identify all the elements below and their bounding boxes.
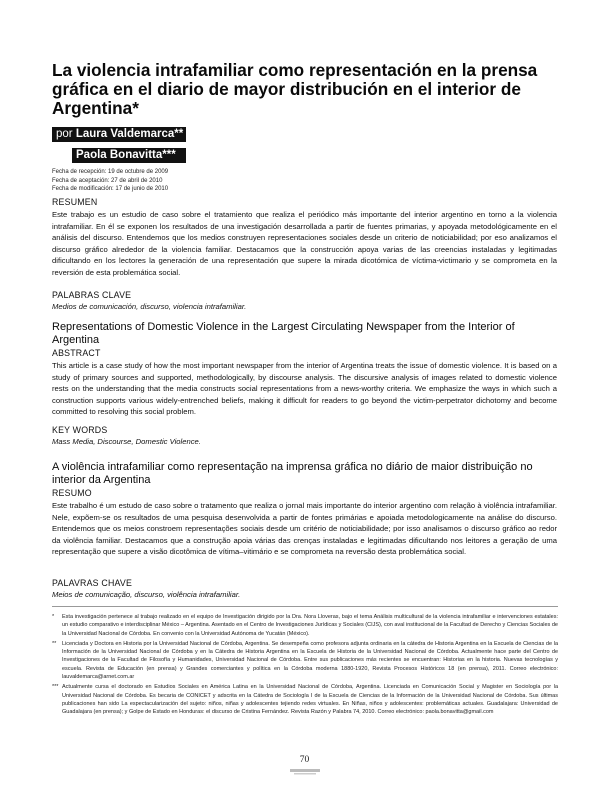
- author-name-2: Paola Bonavitta***: [76, 149, 176, 161]
- author-name-1: Laura Valdemarca**: [75, 128, 184, 140]
- date-received: Fecha de recepción: 19 de octubre de 2009: [52, 169, 169, 175]
- palabras-clave-heading: PALABRAS CLAVE: [52, 290, 132, 300]
- journal-logo-icon: [288, 768, 322, 776]
- footnote-marker: ***: [52, 684, 59, 691]
- author-bar-2: [72, 148, 186, 163]
- footnote-text: Esta investigación pertenece al trabajo realizado en el equipo de Investigación dirigido por la Dra. Nora Lloveras, bajo el tema Análisis multicultural de la violencia intrafamiliar e intervenciones estatales: un estudio comparativo e interdisciplinar México – Argentina. Asentado en el Centro de Investigaciones Jurídicas y Sociales (CIJS), con aval institucional de la Facultad de Derecho y Ciencias Sociales de la Universidad Nacional de Córdoba. En convenio con la Universidad Autónoma de Yucatán (México).: [62, 614, 558, 637]
- article-dates: [52, 168, 168, 194]
- author-bar-1: [52, 127, 186, 142]
- author-prefix: por: [56, 128, 73, 140]
- palavras-chave-heading: PALAVRAS CHAVE: [52, 578, 133, 588]
- footnote-3: [52, 683, 558, 716]
- footnotes: [52, 613, 558, 719]
- resumo-text: Este trabalho é um estudo de caso sobre o tratamento que realiza o jornal mais importante do interior argentino com relação à violência intrafamiliar. Nele, expõem-se os resultados de uma pesquisa desenvolvida a partir de fontes primárias e apoiada metodologicamente na análise do discurso. Entendemos que os meios constroem representações sociais desde um critério de noticiabilidade; por isso analisamos o discurso gráfico ao redor da violência familiar. Destacamos que a construção apoia várias das crenças instaladas e legitimadas dificultando nos leitores a geração de uma representação que supere a visão dicotômica de vítima–vitimário e se comprometa na reversão desta problemática social.: [52, 501, 557, 556]
- date-accepted: Fecha de aceptación: 27 de abril de 2010: [52, 177, 163, 184]
- key-words: Mass Media, Discourse, Domestic Violence.: [52, 437, 201, 446]
- footnote-marker: *: [52, 614, 55, 620]
- resumen-heading: RESUMEN: [52, 197, 98, 207]
- abstract-heading: ABSTRACT: [52, 348, 101, 358]
- footnote-2: [52, 640, 558, 681]
- english-title: Representations of Domestic Violence in the Largest Circulating Newspaper from the Interior of Argentina: [52, 321, 515, 346]
- key-words-heading: KEY WORDS: [52, 425, 108, 435]
- footnote-divider: [52, 606, 558, 607]
- footnote-1: [52, 613, 558, 638]
- date-modified: Fecha de modificación: 17 de junio de 2010: [52, 186, 169, 193]
- article-title: La violencia intrafamiliar como representación en la prensa gráfica en el diario de mayor distribución en el interior de Argentina*: [52, 60, 538, 118]
- portuguese-title: A violência intrafamiliar como representação na imprensa gráfica no diário de maior distribuição no interior da Argentina: [52, 461, 533, 486]
- resumo-heading: RESUMO: [52, 488, 92, 498]
- page-number: 70: [299, 755, 310, 765]
- footnote-text: Licenciada y Doctora en Historia por la Universidad Nacional de Córdoba, Argentina. Se desempeña como profesora adjunta ordinaria en la cátedra de Historia Argentina en la Escuela de Ciencias de la Información de la Universidad Nacional de Córdoba y en la Cátedra de Historia Argentina en la Escuela de Historia de la Universidad Nacional de Córdoba. Actualmente hace parte del Centro de Investigaciones de la Facultad de Filosofía y Humanidades, Universidad Nacional de Córdoba. Entre sus publicaciones más recientes se encuentran: Historias en la historia. Nuevas tecnologías y escuela. Revista de Educación (en prensa) y Grandes comerciantes y política en la Córdoba moderna 1880-1920, Revista Procesos Históricos 18 (en prensa), 2011. Correo electrónico: lauvaldemarca@arnet.com.ar: [62, 640, 558, 681]
- resumen-text: Este trabajo es un estudio de caso sobre el tratamiento que realiza el periódico más importante del interior argentino en torno a la violencia intrafamiliar. En él se exponen los resultados de una investigación desarrollada a partir de fuentes primarias, y apoyada metodológicamente en el análisis del discurso. Entendemos que los medios construyen representaciones sociales desde un criterio de noticiabilidad; por eso analizamos el discurso gráfico alrededor de la violencia familiar. Destacamos que la construcción apoya varias de las creencias instaladas y legitimadas dificultando en los lectores la generación de una representación que supere la mirada dicotómica de víctima-victimario y se comprometa en la reversión de esta problemática social.: [52, 210, 557, 277]
- footnote-marker: **: [52, 640, 57, 647]
- palavras-chave: Meios de comunicação, discurso, violência intrafamiliar.: [52, 590, 241, 599]
- footnote-text: Actualmente cursa el doctorado en Estudios Sociales en América Latina en la Universidad Nacional de Córdoba, Argentina. Licenciada en Comunicación Social y Magister en Sociología por la Universidad Nacional de Córdoba. Es becaria de CONICET y adscrita en la Cátedra de Sociología I de la Escuela de Ciencias de la Información de la Universidad Nacional de Córdoba. Sus últimas publicaciones han sido La espectacularización del sujeto: niños, niñas y adolescentes tejiendo redes virtuales. En Niñas, niños y adolescentes: problemáticas actuales. Guadalajara: Universidad de Guadalajara (en prensa); y Golpe de Estado en Honduras: el discurso de Cristina Fernández. Revista Razón y Palabra 74, 2010. Correo electrónico: paola.bonavitta@gmail.com: [62, 684, 558, 716]
- abstract-text: This article is a case study of how the most important newspaper from the interior of Argentina treats the issue of domestic violence. It is based on a study of primary sources and supported, methodologically, by discourse analysis. The discursive analysis of images related to domestic violence rests on the understanding that the media constructs social representations from a news-worthy criteria. We emphasize the ways in which such a construction supports various widely-entrenched beliefs, making it difficult for readers to go beyond the victim-perpetrator dichotomy and become committed to resolving this social problem.: [52, 361, 557, 416]
- palabras-clave: Medios de comunicación, discurso, violencia intrafamiliar.: [52, 302, 247, 311]
